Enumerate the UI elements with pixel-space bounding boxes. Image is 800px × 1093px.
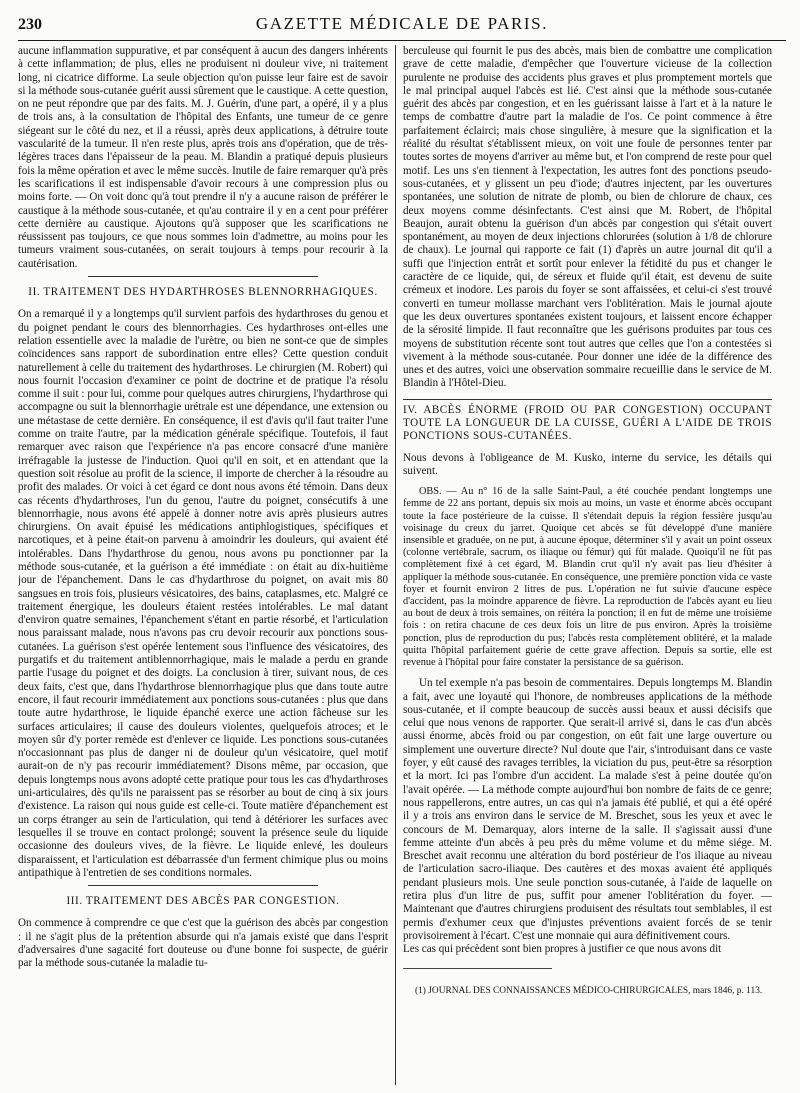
footnote-divider [403, 968, 552, 969]
section-divider [88, 276, 318, 277]
paragraph: On a remarqué il y a longtemps qu'il survient parfois des hydarthroses du genou et du poignet pendant le cours des blennorrhagies. Ces hydarthroses ont-elles une relation essentielle avec la maladie de l'urètre, ou bien ne sont-ce que de simples coïncidences sans rapport de subordination entre elles? Cette question conduit naturellement à celle du traitement des hydarthroses. Le chirurgien (M. Robert) qui nous fournit l'occasion d'examiner ce point de doctrine et de pratique l'a résolu comme il suit : pour lui, comme pour quelques autres chirurgiens, l'hydarthrose qui accompagne ou suit la blennorrhagie urétrale est une dépendance, une extension ou une métastase de cette dernière. En conséquence, il est d'avis qu'il faut traiter l'une comme on traite l'autre, par la médication générale spécifique. Toutefois, il faut remarquer avec raison que l'expérience n'a pas encore consacré d'une manière irréfragable la justesse de l'induction. Quoi qu'il en soit, et en attendant que la question soit résolue au profit de la science, il importe de chercher à la résoudre au profit des malades. Or voici à cet égard ce dont nous avons été témoin. Dans deux cas récents d'hydarthroses, l'un du genou, l'autre du poignet, consécutifs à une blennorrhagie, nous avons été appelé à donner notre avis après plusieurs autres chirurgiens. On avait épuisé les médications antiphlogistiques, spécifiques et narcotiques, et à peine était-on parvenu à amoindrir les douleurs, qui avaient été intolérables. Dans l'hydarthrose du genou, nous avons pu ponctionner par la méthode sous-cutanée, et la guérison a été immédiate : on était au dix-huitième jour de l'épanchement. Dans le cas d'hydarthrose du poignet, on avait mis 80 sangsues en trois fois, plusieurs vésicatoires, des bains, cataplasmes, etc. Malgré ce traitement énergique, les douleurs étaient restées intolérables. Le mal datant d'environ quatre semaines, l'épanchement s'étant en partie résorbé, et l'articulation nous paraissant malade, nous n'avons pas cru devoir recourir aux ponctions sous-cutanées. La guérison s'est opérée lentement sous l'influence des vésicatoires, des purgatifs et du traitement antiblennorrhagique, mais le malade a perdu en grande partie l'usage du poignet et des doigts. La conclusion à tirer, suivant nous, de ces deux faits, c'est que, dans l'hydarthrose blennorrhagique plus que dans toute autre encore, il faut recourir immédiatement aux ponctions sous-cutanées : plus que dans toute autre hydarthrose, le liquide épanché exerce une action fâcheuse sur les surfaces articulaires; il cause des douleurs violentes, quelquefois atroces; et le moyen sûr d'y porter remède est d'enlever ce liquide. Les ponctions sous-cutanées n'occasionnant pas plus de danger ni de douleur qu'un vésicatoire, quel motif aurait-on de n'y pas recourir immédiatement? Disons même, par occasion, que depuis longtemps nous avons adopté cette pratique pour tous les cas d'hydarthroses uni-articulaires, dès qu'ils ne paraissent pas se résorber au bout de cinq à six jours d'existence. La raison qui nous guide est celle-ci. Toute matière d'épanchement est un corps étranger au sein de l'articulation, qui tend à détériorer les surfaces avec lesquelles il se trouve en contact prolongé; souvent la présence seule du liquide occasionne des douleurs vives, de la fièvre. Le liquide enlevé, les douleurs disparaissent, et l'articulation est débarrassée d'un ferment chimique plus ou moins antipathique à l'entretien de ses conditions normales. [18, 308, 388, 879]
left-column [18, 45, 395, 1085]
paragraph: Nous devons à l'obligeance de M. Kusko, interne du service, les détails qui suivent. [403, 451, 772, 477]
footnote: (1) JOURNAL DES CONNAISSANCES MÉDICO-CHIRURGICALES, mars 1846, p. 113. [415, 986, 763, 997]
page-number: 230 [18, 16, 42, 33]
section-heading: III. TRAITEMENT DES ABCÈS PAR CONGESTION. [66, 895, 340, 908]
right-column [395, 45, 772, 1085]
paragraph: On commence à comprendre ce que c'est que la guérison des abcès par congestion : il ne s'agit plus de la prétention absurde qui n'a jamais existé que dans l'esprit d'adversaires d'une sagacité fort douteuse ou d'une bonne foi suspecte, de guérir par la méthode sous-cutanée la maladie tu- [18, 917, 388, 970]
section-divider [88, 885, 318, 886]
spacer [403, 478, 772, 486]
journal-title: GAZETTE MÉDICALE DE PARIS. [255, 14, 549, 33]
spacer [403, 669, 772, 677]
article-columns [18, 45, 786, 1085]
section-heading: II. TRAITEMENT DES HYDARTHROSES BLENNORRHAGIQUES. [28, 286, 378, 299]
paragraph: Les cas qui précèdent sont bien propres à justifier ce que nous avons dit [403, 943, 722, 956]
paragraph: Un tel exemple n'a pas besoin de commentaires. Depuis longtemps M. Blandin a fait, avec une loyauté qui l'honore, de nombreuses applications de la méthode sous-cutanée, et il compte beaucoup de succès aussi beaux et aussi décisifs que celui que nous venons de rapporter. Que serait-il arrivé si, dans le cas d'un abcès aussi énorme, abcès froid ou par congestion, on eût fait une large ouverture ou simplement une ouverture directe? Nul doute que l'air, s'introduisant dans ce vaste foyer, y eût causé des ravages terribles, la viciation du pus, peut-être sa résorption et la mort. Ici pas l'ombre d'un accident. La malade s'est à peine doutée qu'on l'avait opérée. — La méthode compte aujourd'hui bon nombre de faits de ce genre; nous rappellerons, entre autres, un cas qui n'a jamais été publié, et qui a été opéré il y a trois ans environ dans le service de M. Breschet, sous les yeux et avec le concours de M. Demarquay, alors interne de la salle. Il s'agissait aussi d'une femme atteinte d'un abcès à peu près du même volume et du même siége. M. Breschet avait reconnu une altération du bord postérieur de l'os iliaque au niveau de l'articulation sacro-iliaque. Des cautères et des moxas avaient été appliqués pendant plusieurs mois. Une seule ponction sous-cutanée, à l'aide de laquelle on retira plus d'un litre de pus, suffit pour amener l'oblitération du foyer. — Maintenant que d'autres chirurgiens produisent des résultats tout semblables, il est permis d'exhumer ceux que d'injustes préventions avaient forcés de se tenir provisoirement à l'écart. C'est une monnaie qui aura définitivement cours. [403, 677, 772, 942]
section-heading: IV. ABCÈS ÉNORME (FROID OU PAR CONGESTION) OCCUPANT TOUTE LA LONGUEUR DE LA CUISSE, GUÉRI A L'AIDE DE TROIS PONCTIONS SOUS-CUTANÉES. [403, 399, 772, 444]
paragraph: berculeuse qui fournit le pus des abcès, mais bien de combattre une complication grave de cette maladie, d'empêcher que l'ouverture vicieuse de la collection purulente ne produise des accidents plus graves et plus promptement mortels que le mal principal auquel l'abcès est lié. C'est ainsi que la méthode sous-cutanée guérit des abcès par congestion, et en les guérissant laisse à l'art et à la nature le temps de combattre d'autre part la maladie de l'os. Ce point commence à être parfaitement éclairci; mais chose singulière, à mesure que la signification et la réalité du résultat s'établissent mieux, on voit une foule de personnes tenter par toutes sortes de moyens d'arriver au même but, et l'on comprend de reste pour quel motif. Les uns s'en tiennent à l'expectation, les autres font des ponctions pseudo-sous-cutanées, et y glissent un peu d'iode; d'autres injectent, par les ouvertures spontanées, une solution de nitrate de plomb, ou bien de chlorure de chaux, ces deux moyens comme désinfectants. C'est ainsi que M. Robert, de l'hôpital Beaujon, aurait obtenu la guérison d'un abcès par congestion qui s'était ouvert spontanément, au moyen de deux injections chlorurées (solution à 1/8 de chlorure de chaux). Le journal qui rapporte ce fait (1) d'après un autre journal dit qu'il a suffi que l'injection entrât et sortît pour enlever la fétidité du pus et changer le caractère de ce liquide, qui, de séreux et fluide qu'il était, est devenu de suite crémeux et inodore. Les parois du foyer se sont affaissées, et celui-ci s'est trouvé converti en tumeur mollasse marchant vers l'oblitération. Mais le journal ajoute que les deux ouvertures spontanées existent toujours, et laissent encore échapper de la sérosité limpide. Il faut reconnaître que les guérisons produites par tous ces moyens de substitution récente sont tout autres que celles que l'on a contestées si vivement à la méthode sous-cutanée. Pour donner une idée de la différence des unes et des autres, voici une observation sommaire recueillie dans le service de M. Blandin à l'Hôtel-Dieu. [403, 45, 772, 390]
paragraph: aucune inflammation suppurative, et par conséquent à aucun des dangers inhérents à cette inflammation; de plus, elles ne produisent ni douleur vive, ni traitement long, ni cicatrice difforme. La seule objection qu'on puisse leur faire est de savoir si la méthode sous-cutanée guérit aussi sûrement que le caustique. A cette question, on ne peut répondre que par des faits. M. J. Guérin, d'une part, a opéré, il y a plus de trois ans, à la consultation de l'hôpital des Enfants, une tumeur de ce genre siégeant sur le côté du nez, et il a réussi, après deux applications, à détruire toute vascularité de la tumeur. Il n'en reste plus, après trois ans d'opération, que de très-légères traces dans l'épaisseur de la peau. M. Blandin a pratiqué depuis plusieurs fois la même opération et avec le même succès. Inutile de faire remarquer qu'à près les scarifications il est indispensable d'avoir recours à une compression plus ou moins forte. — On voit donc qu'à tout prendre il n'y a aucune raison de préférer le caustique à la méthode sous-cutanée, et qu'au contraire il y en a cent pour préférer cette dernière au caustique. Ajoutons qu'à supposer que les scarifications ne réussissent pas toujours, ce que nous sommes loin d'admettre, au moins pour les tumeurs vraiment sous-cutanées, on serait toujours à temps pour recourir à la cautérisation. [18, 45, 388, 270]
page-header [18, 14, 786, 41]
observation-paragraph: OBS. — Au n° 16 de la salle Saint-Paul, a été couchée pendant longtemps une femme de 22 ans portant, depuis six mois au moins, un vaste et énorme abcès occupant toute la face postérieure de la cuisse. Il s'étendait depuis la région fessière jusqu'au voisinage du creux du jarret. Quoique cet abcès se fût développé d'une manière insensible et graduée, on ne put, à aucune époque, déterminer s'il y avait un point osseux (colonne vertébrale, sacrum, os iliaque ou fémur) qui fût malade. Quoiqu'il ne fût pas complètement fixé à cet égard, M. Blandin crut qu'il n'y avait pas lieu d'hésiter à appliquer la méthode sous-cutanée. En conséquence, une première ponction vida ce vaste foyer et fournit environ 2 litres de pus. L'opération ne fut suivie d'aucune espèce d'accident, pas la moindre apparence de fièvre. La reproduction de l'abcès ayant eu lieu au bout de deux à trois semaines, on réitéra la ponction; il en fut de même une troisième fois : on retira chacune de ces deux fois un litre de pus environ. Après la troisième ponction, plus de reproduction du pus; l'abcès resta complètement oblitéré, et la malade quitta l'hôpital parfaitement guérie de cette grave affection. Depuis sa sortie, elle est revenue à l'hôpital pour faire constater la persistance de sa guérison. [403, 486, 772, 669]
